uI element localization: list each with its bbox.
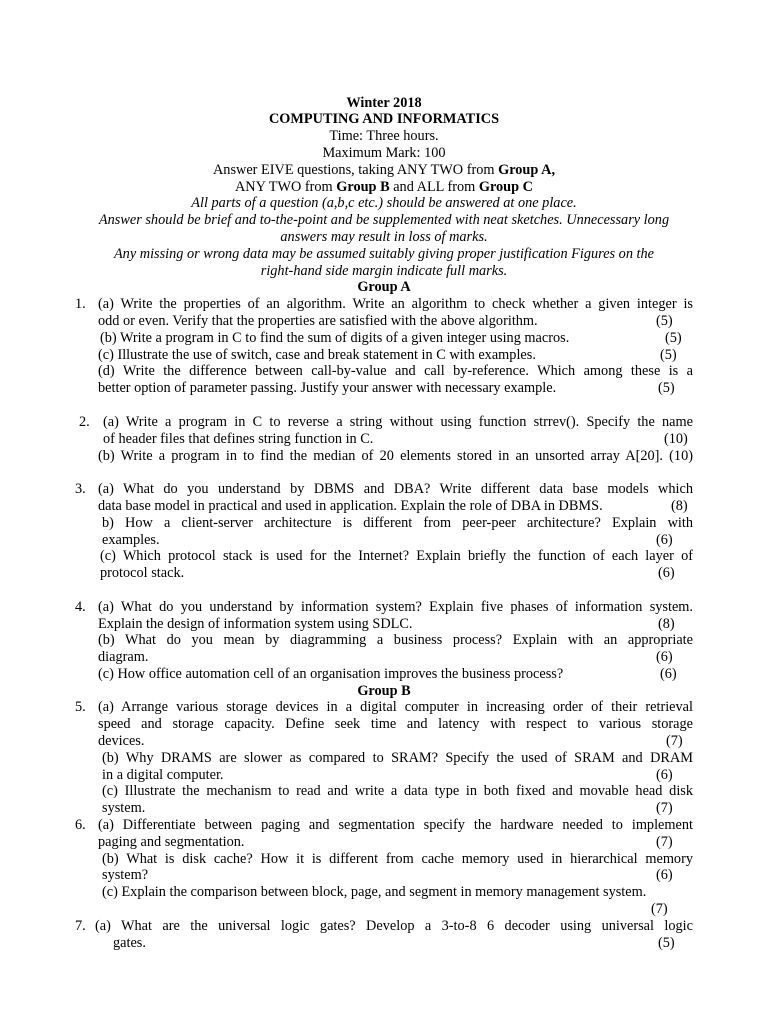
marks: (8) [671, 498, 688, 514]
question-line: (b) What is disk cache? How it is different from cache memory used in hierarchical memory [102, 851, 693, 867]
question-line: examples. [102, 532, 160, 548]
instruction-line-1 [0, 162, 768, 179]
instruction-text: Answer EIVE questions, taking ANY TWO from [212, 162, 499, 178]
marks: (6) [656, 649, 673, 665]
note-line: answers may result in loss of marks. [280, 229, 488, 245]
question-line: system? [102, 867, 149, 883]
question-line: protocol stack. [100, 565, 185, 581]
question-line: (b) Write a program in C to find the sum of digits of a given integer using macros. [100, 330, 570, 346]
question-line: (c) Illustrate the mechanism to read and write a data type in both fixed and movable head disk [102, 783, 693, 799]
question-line: system. [102, 800, 146, 816]
max-mark: Maximum Mark: 100 [322, 145, 446, 161]
instruction-group-b: Group B [336, 179, 390, 195]
marks: (6) [660, 666, 677, 682]
question-line: b) How a client-server architecture is different from peer-peer architecture? Explain with [102, 515, 693, 531]
question-line: better option of parameter passing. Justify your answer with necessary example. [98, 380, 557, 396]
question-line: (a) What do you understand by information system? Explain five phases of information system. [98, 599, 693, 615]
question-line: (c) Illustrate the use of switch, case and break statement in C with examples. [98, 347, 536, 363]
marks: (7) [656, 834, 673, 850]
question-line: (a) What are the universal logic gates? Develop a 3-to-8 6 decoder using universal logic [95, 918, 693, 934]
instruction-group-a: Group A, [498, 162, 556, 178]
question-line: (c) Explain the comparison between block, page, and segment in memory management system. [102, 884, 647, 900]
question-line: (a) What do you understand by DBMS and DBA? Write different data base models which [98, 481, 693, 497]
marks: (7) [651, 901, 668, 917]
question-line: paging and segmentation. [98, 834, 245, 850]
note-line: All parts of a question (a,b,c etc.) should be answered at one place. [191, 195, 577, 211]
course-title: COMPUTING AND INFORMATICS [268, 111, 500, 127]
question-number: 3. [75, 481, 86, 497]
marks: (7) [666, 733, 683, 749]
question-line: (c) Which protocol stack is used for the Internet? Explain briefly the function of each layer of [100, 548, 693, 564]
question-line: of header files that defines string function in C. [103, 431, 374, 447]
question-line: speed and storage capacity. Define seek time and latency with respect to various storage [98, 716, 693, 732]
note-line: Any missing or wrong data may be assumed suitably giving proper justification Figures on the [113, 246, 655, 262]
marks: (5) [665, 330, 682, 346]
question-number: 2. [79, 414, 90, 430]
marks: (5) [660, 347, 677, 363]
question-number: 5. [75, 699, 86, 715]
question-line: odd or even. Verify that the properties are satisfied with the above algorithm. [98, 313, 538, 329]
question-line: (b) Why DRAMS are slower as compared to SRAM? Specify the used of SRAM and DRAM [102, 750, 693, 766]
note-line: right-hand side margin indicate full marks. [260, 263, 508, 279]
question-line: gates. [113, 935, 146, 951]
question-line: in a digital computer. [102, 767, 224, 783]
marks: (5) [658, 380, 675, 396]
instruction-group-c: Group C [478, 179, 533, 195]
marks: (6) [656, 532, 673, 548]
question-line: (b) Write a program in to find the median of 20 elements stored in an unsorted array A[20]. (10) [98, 448, 693, 464]
question-line: Explain the design of information system using SDLC. [98, 616, 413, 632]
question-line: (d) Write the difference between call-by-value and call by-reference. Which among these is a [98, 363, 693, 379]
note-line: Answer should be brief and to-the-point and be supplemented with neat sketches. Unnecessary long [98, 212, 670, 228]
question-line: (a) Write the properties of an algorithm. Write an algorithm to check whether a given integer is [98, 296, 693, 312]
question-line: devices. [98, 733, 145, 749]
exam-time: Time: Three hours. [329, 128, 439, 144]
marks: (6) [656, 867, 673, 883]
question-line: (a) Arrange various storage devices in a digital computer in increasing order of their retrieval [98, 699, 693, 715]
marks: (10) [664, 431, 688, 447]
marks: (6) [656, 767, 673, 783]
question-line: (b) What do you mean by diagramming a business process? Explain with an appropriate [98, 632, 693, 648]
question-number: 4. [75, 599, 86, 615]
question-line: diagram. [98, 649, 149, 665]
question-number: 7. [75, 918, 86, 934]
question-line: (a) Differentiate between paging and segmentation specify the hardware needed to implement [98, 817, 693, 833]
exam-term: Winter 2018 [346, 95, 422, 111]
marks: (6) [658, 565, 675, 581]
instruction-text: ANY TWO from [234, 179, 337, 195]
question-line: (a) Write a program in C to reverse a string without using function strrev(). Specify the name [103, 414, 693, 430]
question-number: 6. [75, 817, 86, 833]
marks: (5) [656, 313, 673, 329]
question-line: data base model in practical and used in application. Explain the role of DBA in DBMS. [98, 498, 603, 514]
marks: (8) [658, 616, 675, 632]
marks: (7) [656, 800, 673, 816]
instruction-line-2 [0, 179, 768, 196]
marks: (5) [658, 935, 675, 951]
instruction-text: and ALL from [389, 179, 479, 195]
group-b-heading: Group B [357, 683, 411, 699]
group-a-heading: Group A [357, 279, 411, 295]
question-number: 1. [75, 296, 86, 312]
question-line: (c) How office automation cell of an organisation improves the business process? [98, 666, 564, 682]
